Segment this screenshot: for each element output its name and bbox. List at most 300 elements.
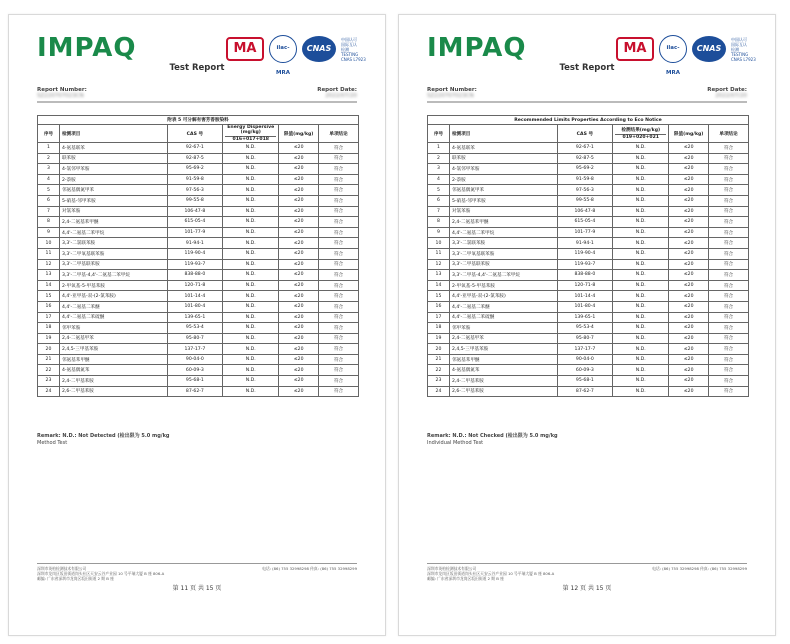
cell-cas: 119-90-4: [167, 248, 223, 259]
cell-result: N.D.: [613, 143, 669, 154]
cell-no: 21: [38, 354, 60, 365]
cell-limit: ≤20: [279, 164, 319, 175]
cell-conclusion: 符合: [319, 365, 359, 376]
cell-cas: 106-47-8: [557, 206, 613, 217]
cell-limit: ≤20: [669, 312, 709, 323]
cell-conclusion: 符合: [709, 280, 749, 291]
cell-no: 4: [38, 174, 60, 185]
page-footer: [37, 563, 357, 581]
report-date-label: Report Date:: [317, 87, 357, 93]
cell-conclusion: 符合: [319, 164, 359, 175]
cell-result: N.D.: [613, 185, 669, 196]
cell-item: 4,4'-二氨基二苯醚: [59, 301, 167, 312]
table-row: [428, 227, 749, 238]
table-row: [428, 280, 749, 291]
remark-note: Remark: N.D.: Not Detected (检出限为 5.0 mg/kg Method Test: [37, 433, 170, 446]
ilac-seal-icon: ilac-MRA: [659, 35, 687, 63]
cell-conclusion: 符合: [709, 301, 749, 312]
cell-conclusion: 符合: [709, 312, 749, 323]
cell-item: 2,4-二氨基苯甲醚: [59, 217, 167, 228]
ilac-seal-icon: ilac-MRA: [269, 35, 297, 63]
cell-limit: ≤20: [669, 248, 709, 259]
page-number: 第 11 页 共 15 页: [172, 585, 222, 592]
accreditation-seals: [616, 35, 757, 76]
cell-cas: 101-14-4: [557, 291, 613, 302]
cell-conclusion: 符合: [319, 248, 359, 259]
cell-limit: ≤20: [669, 153, 709, 164]
header-no: 序号: [428, 125, 450, 143]
cell-limit: ≤20: [669, 365, 709, 376]
cnas-seal-text: 中国认可 国际互认 检测 TESTING CNAS L7923: [731, 36, 756, 62]
footer-postcode: 邮编: 广东省深圳市龙岗区坂田街道 2 期 B 座: [37, 576, 114, 581]
cell-limit: ≤20: [279, 238, 319, 249]
table-row: [38, 344, 359, 355]
cell-limit: ≤20: [669, 280, 709, 291]
cell-result: N.D.: [223, 323, 279, 334]
cell-conclusion: 符合: [319, 376, 359, 387]
cell-conclusion: 符合: [709, 164, 749, 175]
cell-limit: ≤20: [669, 344, 709, 355]
cell-no: 6: [428, 195, 450, 206]
cell-no: 19: [428, 333, 450, 344]
cell-no: 14: [38, 280, 60, 291]
report-title: Test Report: [559, 63, 615, 73]
cell-cas: 87-62-7: [557, 386, 613, 397]
cell-item: 4,4'-二氨基二苯甲烷: [59, 227, 167, 238]
cell-result: N.D.: [223, 333, 279, 344]
table-row: [38, 206, 359, 217]
cell-cas: 99-55-8: [557, 195, 613, 206]
cell-conclusion: 符合: [709, 143, 749, 154]
cell-result: N.D.: [223, 248, 279, 259]
cell-no: 3: [38, 164, 60, 175]
cell-result: N.D.: [223, 344, 279, 355]
remark-note: Remark: N.D.: Not Checked (检出限为 5.0 mg/kg Individual Method Test: [427, 433, 558, 446]
table-row: [38, 238, 359, 249]
header-item: 检测项目: [59, 125, 167, 143]
cell-limit: ≤20: [279, 143, 319, 154]
cell-no: 8: [428, 217, 450, 228]
cell-limit: ≤20: [669, 376, 709, 387]
cell-cas: 87-62-7: [167, 386, 223, 397]
cell-item: 2-甲氧基-5-甲基苯胺: [59, 280, 167, 291]
cell-limit: ≤20: [279, 206, 319, 217]
cell-conclusion: 符合: [319, 291, 359, 302]
cell-item: 4,4'-二氨基二苯醚: [449, 301, 557, 312]
cell-cas: 101-80-4: [167, 301, 223, 312]
cell-result: N.D.: [613, 301, 669, 312]
cell-limit: ≤20: [669, 259, 709, 270]
cell-item: 邻甲苯胺: [59, 323, 167, 334]
cell-conclusion: 符合: [709, 365, 749, 376]
cell-cas: 91-59-8: [167, 174, 223, 185]
cell-result: N.D.: [613, 238, 669, 249]
cell-conclusion: 符合: [709, 323, 749, 334]
cell-item: 2,4-二甲基苯胺: [449, 376, 557, 387]
cell-conclusion: 符合: [709, 344, 749, 355]
report-meta: [37, 87, 357, 103]
cell-limit: ≤20: [669, 217, 709, 228]
cell-cas: 139-65-1: [167, 312, 223, 323]
cell-result: N.D.: [613, 153, 669, 164]
cell-result: N.D.: [613, 217, 669, 228]
cell-no: 2: [38, 153, 60, 164]
cell-no: 2: [428, 153, 450, 164]
cell-limit: ≤20: [279, 354, 319, 365]
cell-no: 23: [428, 376, 450, 387]
cell-item: 4,4'-亚甲基-双-(2-氯苯胺): [449, 291, 557, 302]
cell-conclusion: 符合: [709, 291, 749, 302]
cell-cas: 60-09-3: [167, 365, 223, 376]
cell-cas: 92-87-5: [557, 153, 613, 164]
table-row: [38, 354, 359, 365]
cell-no: 3: [428, 164, 450, 175]
cell-item: 对氯苯胺: [59, 206, 167, 217]
cell-item: 2,4-二氨基甲苯: [449, 333, 557, 344]
cell-conclusion: 符合: [709, 195, 749, 206]
cell-no: 6: [38, 195, 60, 206]
cell-item: 4-氯邻甲苯胺: [449, 164, 557, 175]
cell-cas: 101-80-4: [557, 301, 613, 312]
table-row: [428, 164, 749, 175]
cell-limit: ≤20: [669, 301, 709, 312]
cell-item: 4,4'-二氨基二苯硫醚: [449, 312, 557, 323]
cell-limit: ≤20: [279, 153, 319, 164]
cell-result: N.D.: [223, 195, 279, 206]
cell-result: N.D.: [223, 280, 279, 291]
cell-result: N.D.: [613, 344, 669, 355]
cell-result: N.D.: [223, 174, 279, 185]
table-row: [428, 365, 749, 376]
cell-no: 17: [38, 312, 60, 323]
cell-no: 22: [428, 365, 450, 376]
cell-item: 2,6-二甲基苯胺: [449, 386, 557, 397]
cell-cas: 106-47-8: [167, 206, 223, 217]
cell-conclusion: 符合: [319, 333, 359, 344]
cell-result: N.D.: [223, 206, 279, 217]
cell-item: 3,3'-二甲基联苯胺: [59, 259, 167, 270]
report-title: Test Report: [169, 63, 225, 73]
cell-item: 邻氨基苯甲醚: [59, 354, 167, 365]
table-row: [428, 333, 749, 344]
cell-cas: 137-17-7: [557, 344, 613, 355]
cell-result: N.D.: [223, 259, 279, 270]
table-row: [38, 143, 359, 154]
cell-conclusion: 符合: [319, 206, 359, 217]
cell-result: N.D.: [613, 333, 669, 344]
cell-conclusion: 符合: [709, 333, 749, 344]
table-row: [38, 259, 359, 270]
cell-cas: 101-14-4: [167, 291, 223, 302]
table-row: [428, 195, 749, 206]
table-row: [38, 217, 359, 228]
table-row: [38, 365, 359, 376]
footer-address: 深圳市龙岗区坂田街道岗头社区天安云谷产业园 10 号平瑞大厦 B 座 806-A: [427, 571, 555, 576]
header-limit: 限值(mg/kg): [279, 125, 319, 143]
cell-item: 2,4,5-三甲基苯胺: [59, 344, 167, 355]
cell-no: 16: [428, 301, 450, 312]
cell-item: 3,3'-二氯联苯胺: [59, 238, 167, 249]
table-row: [38, 291, 359, 302]
cell-result: N.D.: [613, 164, 669, 175]
cell-cas: 95-53-4: [167, 323, 223, 334]
table-caption: 附表 5 可分解有害芳香胺染料: [38, 116, 359, 125]
cell-no: 14: [428, 280, 450, 291]
cell-item: 3,3'-二甲基联苯胺: [449, 259, 557, 270]
cell-limit: ≤20: [669, 333, 709, 344]
cell-cas: 615-05-4: [557, 217, 613, 228]
footer-address: 深圳市龙岗区坂田街道岗头社区天安云谷产业园 10 号平瑞大厦 B 座 806-A: [37, 571, 165, 576]
table-row: [428, 301, 749, 312]
cell-limit: ≤20: [669, 291, 709, 302]
page-footer: [427, 563, 747, 581]
report-number: SZ220707023CN: [427, 93, 474, 99]
cell-item: 4,4'-亚甲基-双-(2-氯苯胺): [59, 291, 167, 302]
cell-item: 4,4'-二氨基二苯硫醚: [59, 312, 167, 323]
cell-item: 4-氨基偶氮苯: [59, 365, 167, 376]
cell-result: N.D.: [223, 354, 279, 365]
cell-result: N.D.: [223, 143, 279, 154]
cell-conclusion: 符合: [709, 217, 749, 228]
cell-no: 13: [38, 270, 60, 281]
table-row: [38, 248, 359, 259]
footer-company: 深圳市英柏检测技术有限公司: [37, 566, 87, 571]
cell-item: 5-硝基-邻甲苯胺: [449, 195, 557, 206]
cell-cas: 91-94-1: [167, 238, 223, 249]
cell-conclusion: 符合: [709, 206, 749, 217]
cell-conclusion: 符合: [319, 280, 359, 291]
report-page-11: [8, 14, 386, 636]
cell-cas: 60-09-3: [557, 365, 613, 376]
cell-conclusion: 符合: [319, 185, 359, 196]
cell-conclusion: 符合: [319, 270, 359, 281]
cell-no: 8: [38, 217, 60, 228]
cell-conclusion: 符合: [319, 195, 359, 206]
table-row: [428, 217, 749, 228]
cell-item: 2,6-二甲基苯胺: [59, 386, 167, 397]
impaq-logo: IMPAQ: [427, 33, 527, 63]
cell-limit: ≤20: [279, 227, 319, 238]
cell-cas: 90-04-0: [557, 354, 613, 365]
cell-no: 16: [38, 301, 60, 312]
cell-cas: 95-69-2: [557, 164, 613, 175]
cell-conclusion: 符合: [709, 174, 749, 185]
cell-result: N.D.: [613, 195, 669, 206]
cell-no: 10: [428, 238, 450, 249]
table-row: [38, 312, 359, 323]
cell-no: 18: [38, 323, 60, 334]
table-row: [428, 153, 749, 164]
table-row: [38, 376, 359, 387]
cell-result: N.D.: [223, 164, 279, 175]
header-conclusion: 单项结论: [709, 125, 749, 143]
cell-no: 12: [428, 259, 450, 270]
cell-result: N.D.: [223, 365, 279, 376]
cell-cas: 615-05-4: [167, 217, 223, 228]
cell-cas: 101-77-9: [557, 227, 613, 238]
table-row: [428, 291, 749, 302]
cell-cas: 838-88-0: [167, 270, 223, 281]
results-table: [427, 115, 749, 397]
cell-no: 21: [428, 354, 450, 365]
cell-limit: ≤20: [279, 333, 319, 344]
cell-cas: 101-77-9: [167, 227, 223, 238]
cell-no: 5: [38, 185, 60, 196]
cell-item: 邻甲苯胺: [449, 323, 557, 334]
cell-result: N.D.: [223, 376, 279, 387]
cell-limit: ≤20: [279, 376, 319, 387]
cell-no: 23: [38, 376, 60, 387]
cell-no: 9: [38, 227, 60, 238]
ma-seal-icon: MA: [616, 37, 654, 61]
footer-company: 深圳市英柏检测技术有限公司: [427, 566, 477, 571]
cell-cas: 90-04-0: [167, 354, 223, 365]
header-cas: CAS 号: [557, 125, 613, 143]
cell-no: 24: [428, 386, 450, 397]
cell-result: N.D.: [223, 386, 279, 397]
report-page-12: [398, 14, 776, 636]
cell-cas: 95-68-1: [557, 376, 613, 387]
cell-no: 11: [428, 248, 450, 259]
cell-result: N.D.: [613, 259, 669, 270]
table-row: [428, 143, 749, 154]
header-conclusion: 单项结论: [319, 125, 359, 143]
footer-contact: 电话: (86) 755 32998298 传真: (86) 755 32998299: [652, 566, 747, 571]
cell-conclusion: 符合: [709, 248, 749, 259]
table-row: [38, 174, 359, 185]
cell-no: 7: [428, 206, 450, 217]
cell-item: 邻氨基偶氮甲苯: [449, 185, 557, 196]
cell-result: N.D.: [613, 354, 669, 365]
cell-item: 对氯苯胺: [449, 206, 557, 217]
cell-no: 20: [428, 344, 450, 355]
cell-conclusion: 符合: [319, 301, 359, 312]
cell-item: 邻氨基偶氮甲苯: [59, 185, 167, 196]
cell-cas: 119-93-7: [167, 259, 223, 270]
cell-item: 5-硝基-邻甲苯胺: [59, 195, 167, 206]
cell-conclusion: 符合: [709, 227, 749, 238]
header-limit: 限值(mg/kg): [669, 125, 709, 143]
cell-result: N.D.: [223, 153, 279, 164]
cnas-seal-text: 中国认可 国际互认 检测 TESTING CNAS L7923: [341, 36, 366, 62]
cell-cas: 120-71-8: [167, 280, 223, 291]
cell-item: 联苯胺: [449, 153, 557, 164]
cell-no: 24: [38, 386, 60, 397]
cell-result: N.D.: [613, 227, 669, 238]
cell-item: 4-氯邻甲苯胺: [59, 164, 167, 175]
cell-item: 4-氨基联苯: [449, 143, 557, 154]
cell-conclusion: 符合: [709, 386, 749, 397]
table-caption: Recommended Limits Properties According to Eco Notice: [428, 116, 749, 125]
cell-conclusion: 符合: [319, 153, 359, 164]
table-row: [38, 270, 359, 281]
footer-postcode: 邮编: 广东省深圳市龙岗区坂田街道 2 期 B 座: [427, 576, 504, 581]
header-no: 序号: [38, 125, 60, 143]
cell-result: N.D.: [223, 217, 279, 228]
table-row: [428, 312, 749, 323]
table-row: [38, 386, 359, 397]
cell-item: 2,4-二氨基甲苯: [59, 333, 167, 344]
cell-cas: 838-88-0: [557, 270, 613, 281]
table-row: [38, 323, 359, 334]
cell-limit: ≤20: [669, 227, 709, 238]
cell-conclusion: 符合: [709, 259, 749, 270]
cell-result: N.D.: [613, 376, 669, 387]
cell-result: N.D.: [223, 301, 279, 312]
cell-result: N.D.: [613, 174, 669, 185]
cell-result: N.D.: [613, 323, 669, 334]
header-item: 检测项目: [449, 125, 557, 143]
cell-limit: ≤20: [279, 174, 319, 185]
cell-no: 1: [428, 143, 450, 154]
ma-seal-icon: MA: [226, 37, 264, 61]
cell-conclusion: 符合: [319, 217, 359, 228]
cell-cas: 91-59-8: [557, 174, 613, 185]
report-meta: [427, 87, 747, 103]
table-row: [428, 323, 749, 334]
cell-cas: 95-53-4: [557, 323, 613, 334]
cell-limit: ≤20: [279, 301, 319, 312]
cell-no: 7: [38, 206, 60, 217]
table-row: [38, 185, 359, 196]
cell-cas: 119-93-7: [557, 259, 613, 270]
cell-no: 19: [38, 333, 60, 344]
cell-conclusion: 符合: [709, 270, 749, 281]
table-row: [428, 206, 749, 217]
cell-cas: 95-69-2: [167, 164, 223, 175]
cell-cas: 97-56-3: [167, 185, 223, 196]
cell-limit: ≤20: [669, 174, 709, 185]
cell-limit: ≤20: [279, 248, 319, 259]
cell-limit: ≤20: [279, 291, 319, 302]
cell-conclusion: 符合: [319, 354, 359, 365]
cell-limit: ≤20: [279, 217, 319, 228]
cell-no: 4: [428, 174, 450, 185]
cell-item: 2-萘胺: [59, 174, 167, 185]
table-row: [428, 344, 749, 355]
header-cas: CAS 号: [167, 125, 223, 143]
table-row: [38, 333, 359, 344]
cell-limit: ≤20: [279, 270, 319, 281]
cell-no: 22: [38, 365, 60, 376]
cell-result: N.D.: [613, 270, 669, 281]
cell-no: 17: [428, 312, 450, 323]
cell-item: 联苯胺: [59, 153, 167, 164]
cell-limit: ≤20: [279, 280, 319, 291]
cell-cas: 95-80-7: [167, 333, 223, 344]
cell-item: 3,3'-二甲基-4,4'-二氨基二苯甲烷: [59, 270, 167, 281]
cell-limit: ≤20: [279, 312, 319, 323]
cell-conclusion: 符合: [319, 143, 359, 154]
cell-no: 13: [428, 270, 450, 281]
table-row: [38, 164, 359, 175]
cell-limit: ≤20: [669, 270, 709, 281]
cell-item: 2-甲氧基-5-甲基苯胺: [449, 280, 557, 291]
table-row: [428, 270, 749, 281]
table-row: [38, 280, 359, 291]
cell-no: 12: [38, 259, 60, 270]
cell-limit: ≤20: [669, 323, 709, 334]
cnas-seal-icon: CNAS: [302, 36, 336, 62]
cell-cas: 120-71-8: [557, 280, 613, 291]
cell-no: 10: [38, 238, 60, 249]
table-row: [428, 248, 749, 259]
cell-conclusion: 符合: [709, 185, 749, 196]
cell-no: 5: [428, 185, 450, 196]
cell-cas: 91-94-1: [557, 238, 613, 249]
cell-limit: ≤20: [279, 323, 319, 334]
footer-contact: 电话: (86) 755 32998298 传真: (86) 755 32998299: [262, 566, 357, 571]
